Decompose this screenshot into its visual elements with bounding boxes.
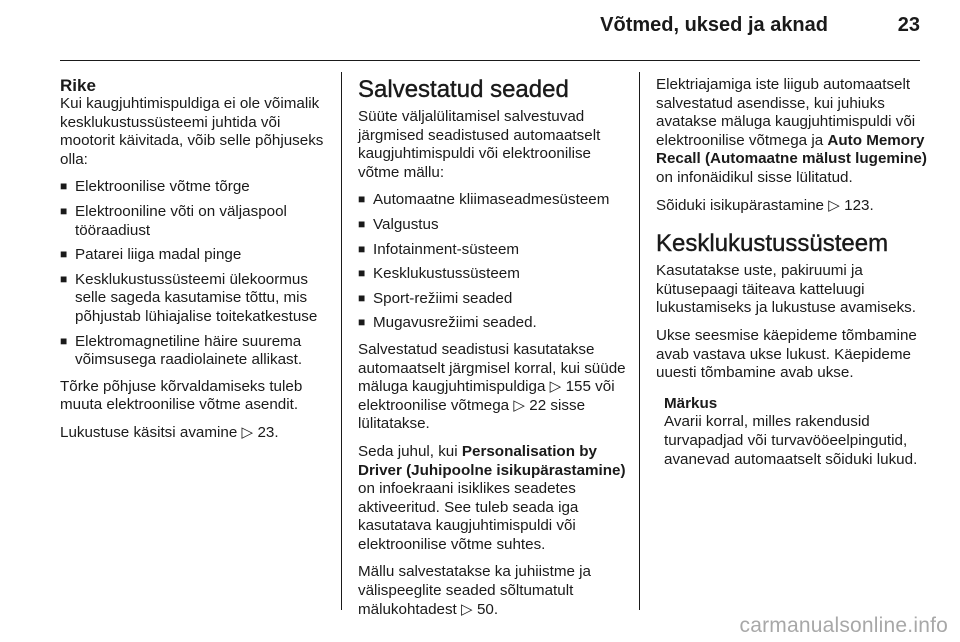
paragraph: [358, 563, 626, 619]
paragraph: Süüte väljalülitamisel salvestuvad järgmised seadistused automaatselt kaugjuhtimispuldi või elektroonilise võtme mällu:: [358, 108, 601, 181]
text: Sõiduki isikupärastamine: [656, 196, 824, 214]
page-reference[interactable]: 23.: [257, 423, 279, 441]
page-reference[interactable]: 155: [565, 378, 591, 396]
page-header-title: Võtmed, uksed ja aknad: [600, 14, 828, 36]
text: on infonäidikul sisse lülitatud.: [656, 168, 853, 186]
column-left: [60, 76, 330, 452]
saved-settings-list: [358, 191, 626, 333]
text: sisse lülitatakse.: [358, 396, 586, 433]
note-title: Märkus: [664, 394, 718, 412]
paragraph: [358, 341, 626, 434]
paragraph: Tõrke põhjuse kõrvaldamiseks tuleb muuta elektroonilise võtme asendit.: [60, 377, 303, 414]
list-item: ■ Mugavusrežiimi seaded.: [358, 314, 626, 333]
page-reference[interactable]: 22: [529, 396, 547, 414]
text: on infoekraani isiklikes seadetes aktiveeritud. See tuleb seada iga kasutatava kaugjuhtimispuldi või elektroonilise võtme suhtes.: [358, 480, 579, 553]
list-item: ■ Sport-režiimi seaded: [358, 290, 626, 309]
page-reference-arrow-icon: ▷: [513, 396, 526, 414]
paragraph: [358, 443, 626, 555]
paragraph: Kui kaugjuhtimispuldiga ei ole võimalik kesklukustussüsteemi juhtida või mootorit käivitada, võib selle põhjuseks olla:: [60, 95, 324, 168]
list-item: ■ Elektroonilise võtme tõrge: [60, 178, 330, 197]
section-heading-rike: Rike: [60, 76, 96, 95]
list-item: ■ Elektromagnetiline häire suurema võimsusega raadiolainete allikast.: [60, 333, 330, 370]
page-number: 23: [897, 14, 920, 36]
note-text: Avarii korral, milles rakendusid turvapadjad või turvavööeelpingutid, avanevad automaatselt sõiduki lukud.: [664, 413, 918, 468]
column-divider-1: [341, 72, 342, 610]
watermark: carmanualsonline.info: [739, 614, 948, 637]
section-heading-kesklukustussusteem: Kesklukustussüsteem: [656, 230, 889, 258]
paragraph: [656, 76, 928, 188]
list-item: ■ Kesklukustussüsteemi ülekoormus selle sageda kasutamise tõttu, mis põhjustab lühiajalise toitekatkestuse: [60, 271, 330, 327]
text: Seda juhul, kui: [358, 442, 458, 460]
page-reference[interactable]: 123.: [844, 196, 874, 214]
text: Elektriajamiga iste liigub automaatselt salvestatud asendisse, kui juhiuks avatakse mäluga kaugjuhtimispuldi või elektroonilise võtmega ja: [656, 76, 916, 149]
list-item: ■ Automaatne kliimaseadmesüsteem: [358, 191, 626, 210]
paragraph: [656, 197, 928, 216]
list-item: ■ Kesklukustussüsteem: [358, 265, 626, 284]
text: Mällu salvestatakse ka juhiistme ja välispeeglite seaded sõltumatult mälukohtadest: [358, 563, 591, 618]
text: Salvestatud seadistusi kasutatakse automaatselt järgmisel korral, kui süüde mäluga kaugjuhtimispuldiga: [358, 340, 626, 396]
list-item: ■ Patarei liiga madal pinge: [60, 246, 330, 265]
note-box: [664, 395, 928, 469]
page-reference-arrow-icon: ▷: [461, 600, 473, 618]
paragraph: Ukse seesmise käepideme tõmbamine avab vastava ukse lukust. Käepideme uuesti tõmbamine avab ukse.: [656, 326, 917, 382]
section-heading-salvestatud-seaded: Salvestatud seaded: [358, 76, 569, 103]
list-item: ■ Valgustus: [358, 216, 626, 235]
page-reference-arrow-icon: ▷: [549, 378, 562, 396]
page-reference-arrow-icon: ▷: [241, 423, 254, 441]
list-item: ■ Elektrooniline võti on väljaspool tööraadiust: [60, 203, 330, 240]
list-item: ■ Infotainment-süsteem: [358, 241, 626, 260]
page-reference[interactable]: 50.: [476, 600, 499, 618]
menu-setting-name: Auto Memory Recall (Automaatne mälust lugemine): [656, 131, 927, 168]
column-middle: [358, 76, 626, 628]
page-reference-arrow-icon: ▷: [828, 196, 840, 214]
column-divider-2: [639, 72, 640, 610]
header-divider: [60, 60, 920, 61]
text: Lukustuse käsitsi avamine: [60, 423, 238, 441]
column-right: [656, 76, 928, 469]
cause-list: [60, 178, 330, 369]
paragraph: Kasutatakse uste, pakiruumi ja kütusepaagi täiteava katteluugi lukustamiseks ja lukustuse avamiseks.: [656, 262, 916, 317]
menu-setting-name: Personalisation by Driver (Juhipoolne isikupärastamine): [358, 442, 626, 479]
paragraph: [60, 424, 330, 443]
text: või elektroonilise võtmega: [358, 378, 615, 414]
